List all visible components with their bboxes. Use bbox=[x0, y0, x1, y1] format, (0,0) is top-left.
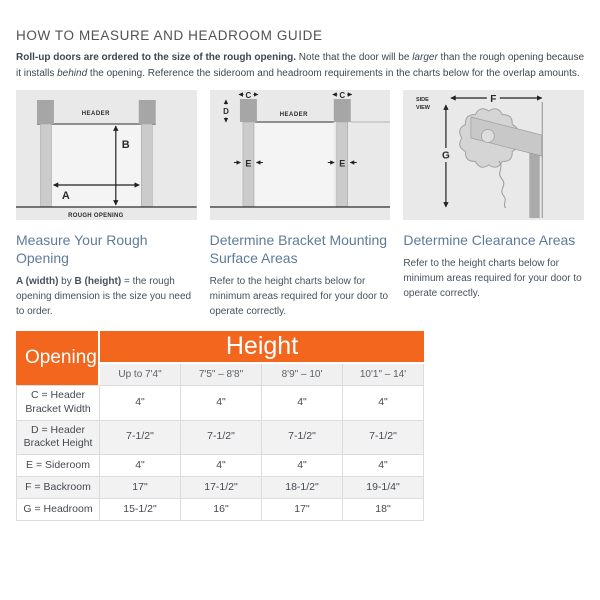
left-header-bracket bbox=[240, 99, 257, 122]
table-row bbox=[16, 386, 424, 420]
rough-opening-diagram bbox=[16, 90, 197, 220]
rough-opening-label: ROUGH OPENING bbox=[68, 212, 124, 220]
table-cell: 4" bbox=[343, 455, 424, 477]
table-cell: 15-1/2" bbox=[100, 499, 181, 521]
intro-italic-behind: behind bbox=[57, 67, 88, 79]
section-body-bracket: Refer to the height charts below for minimum areas required for your door to operate correctly. bbox=[209, 276, 389, 318]
table-cell: 7-1/2" bbox=[181, 421, 262, 455]
row-label: C = Header Bracket Width bbox=[16, 386, 100, 420]
table-cell: 17" bbox=[100, 477, 181, 499]
table-cell: 17" bbox=[262, 499, 343, 521]
table-row bbox=[16, 477, 424, 499]
table-cell: 4" bbox=[262, 386, 343, 420]
row-label: G = Headroom bbox=[16, 499, 100, 521]
table-cell: 7-1/2" bbox=[100, 421, 181, 455]
table-cell: 4" bbox=[181, 455, 262, 477]
table-cell: 16" bbox=[181, 499, 262, 521]
height-range-col: 7'5" – 8'8" bbox=[181, 364, 262, 386]
axle bbox=[482, 130, 495, 143]
left-jamb bbox=[40, 124, 51, 207]
section-heading-bracket: Determine Bracket Mounting Surface Areas bbox=[209, 232, 388, 267]
height-header-cell: Height bbox=[100, 331, 424, 364]
table-cell: 4" bbox=[262, 455, 343, 477]
row-label: E = Sideroom bbox=[16, 455, 100, 477]
header-label: HEADER bbox=[81, 110, 110, 118]
side-view-label: VIEW bbox=[416, 104, 431, 112]
height-range-col: Up to 7'4" bbox=[100, 364, 181, 386]
height-arrow-label: B bbox=[121, 138, 130, 152]
right-jamb bbox=[141, 124, 152, 207]
table-cell: 4" bbox=[343, 386, 424, 420]
spec-table bbox=[16, 331, 424, 521]
body-text: = the rough opening dimension is the size you need to order. bbox=[16, 276, 192, 318]
right-header-bracket bbox=[139, 100, 156, 124]
intro-bold-text: Roll-up doors are ordered to the size of the rough opening. bbox=[16, 52, 297, 63]
table-cell: 19-1/4" bbox=[343, 477, 424, 499]
section-body-clearance: Refer to the height charts below for minimum areas required for your door to operate correctly. bbox=[403, 258, 582, 300]
column-bracket-mounting bbox=[210, 90, 391, 319]
page-title: HOW TO MEASURE AND HEADROOM GUIDE bbox=[16, 28, 323, 43]
right-header-bracket bbox=[333, 99, 350, 122]
section-heading-clearance: Determine Clearance Areas bbox=[403, 232, 576, 248]
headroom-label: G bbox=[442, 150, 451, 162]
table-row bbox=[16, 455, 424, 477]
bracket-width-label: C bbox=[245, 90, 251, 101]
table-cell: 18" bbox=[343, 499, 424, 521]
bracket-width-label: C bbox=[339, 90, 345, 101]
table-cell: 18-1/2" bbox=[262, 477, 343, 499]
left-header-bracket bbox=[37, 100, 54, 124]
row-label: F = Backroom bbox=[16, 477, 100, 499]
sideroom-label: E bbox=[338, 158, 345, 169]
table-row bbox=[16, 499, 424, 521]
section-heading-measure: Measure Your Rough Opening bbox=[16, 232, 148, 267]
opening-header-cell: Opening bbox=[16, 331, 100, 386]
intro-text: than the rough opening because it installs bbox=[16, 52, 585, 79]
opening-interior bbox=[255, 122, 334, 207]
table-cell: 4" bbox=[181, 386, 262, 420]
table-cell: 17-1/2" bbox=[181, 477, 262, 499]
column-clearance bbox=[403, 90, 584, 319]
intro-italic-larger: larger bbox=[412, 52, 438, 63]
intro-text: the opening. Reference the sideroom and headroom requirements in the charts below for the overlap amounts. bbox=[87, 67, 580, 79]
bracket-mounting-diagram bbox=[210, 90, 391, 220]
height-term: B (height) bbox=[74, 276, 122, 288]
height-range-col: 10'1" – 14' bbox=[343, 364, 424, 386]
height-range-col: 8'9" – 10' bbox=[262, 364, 343, 386]
header-label: HEADER bbox=[279, 111, 308, 119]
table-row bbox=[16, 421, 424, 455]
table-cell: 4" bbox=[100, 386, 181, 420]
intro-paragraph bbox=[16, 50, 584, 81]
width-term: A (width) bbox=[16, 276, 59, 288]
row-label: D = Header Bracket Height bbox=[16, 421, 100, 455]
sideroom-label: E bbox=[245, 158, 252, 169]
backroom-label: F bbox=[490, 93, 497, 106]
column-rough-opening bbox=[16, 90, 197, 319]
body-text: by bbox=[58, 276, 75, 288]
diagram-section bbox=[16, 90, 584, 319]
section-body-measure bbox=[16, 274, 197, 319]
width-arrow-label: A bbox=[61, 189, 70, 203]
intro-text: Note that the door will be bbox=[296, 52, 413, 63]
table-cell: 7-1/2" bbox=[343, 421, 424, 455]
clearance-diagram bbox=[403, 90, 584, 220]
bracket-height-label: D bbox=[222, 106, 229, 117]
side-view-label: SIDE bbox=[416, 96, 430, 104]
table-cell: 4" bbox=[100, 455, 181, 477]
table-cell: 7-1/2" bbox=[262, 421, 343, 455]
